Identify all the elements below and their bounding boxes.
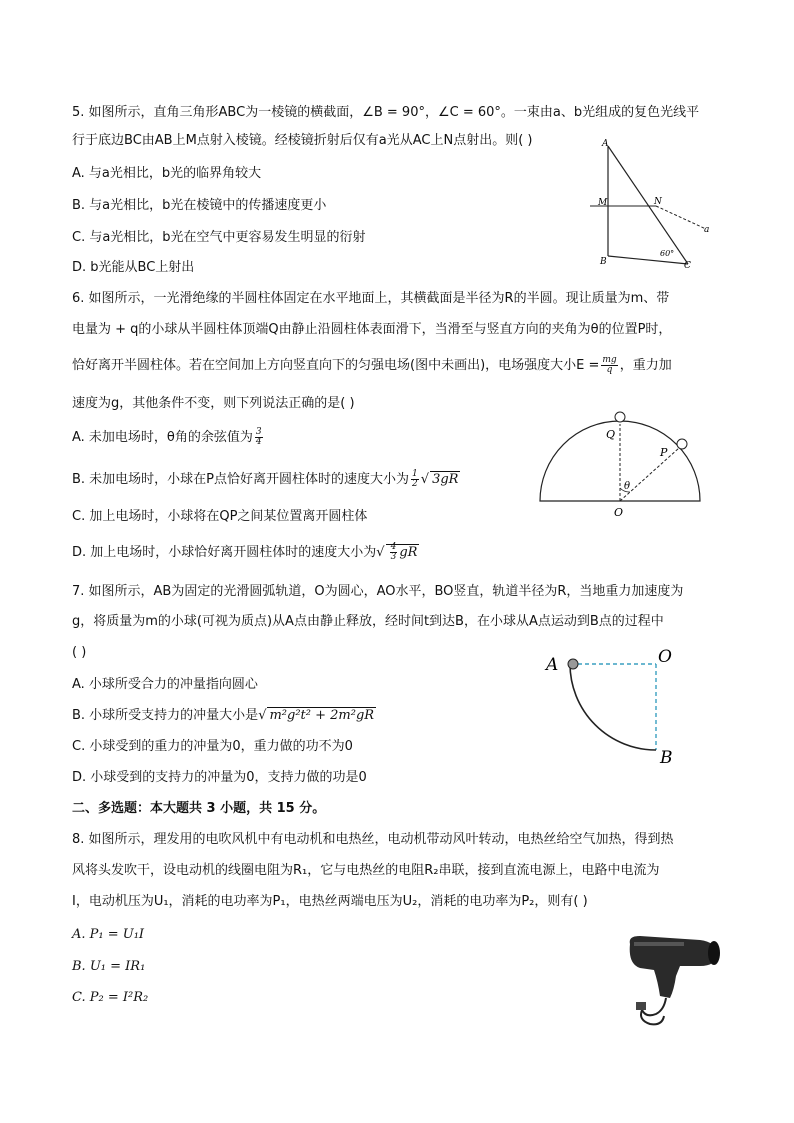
q8-stem-line-1: 8. 如图所示，理发用的电吹风机中有电动机和电热丝，电动机带动风叶转动，电热丝给空气加热，得到热	[72, 832, 674, 847]
q5-option-a: A. 与a光相比，b光的临界角较大	[72, 166, 262, 181]
q8-stem-line-2: 风将头发吹干，设电动机的线圈电阻为R₁，它与电热丝的电阻R₂串联，接到直流电源上，电路中电流为	[72, 863, 660, 878]
q7-option-b: B. 小球所受支持力的冲量大小是√ m²g²t² + 2m²gR	[72, 708, 375, 723]
label-A: A	[602, 139, 609, 149]
q6-stem-line-2: 电量为 + q的小球从半圆柱体顶端Q由静止沿圆柱体表面滑下，当滑至与竖直方向的夹角为θ的位置P时，	[72, 322, 672, 337]
label-theta: θ	[624, 481, 631, 492]
q7-option-a: A. 小球所受合力的冲量指向圆心	[72, 677, 258, 692]
q5-prism-figure	[586, 134, 716, 274]
label-O: O	[658, 647, 672, 667]
q8-option-a: A. P₁ = U₁I	[72, 927, 145, 942]
q7-option-d: D. 小球受到的支持力的冲量为0，支持力做的功是0	[72, 770, 367, 785]
q5-option-c: C. 与a光相比，b光在空气中更容易发生明显的衍射	[72, 230, 366, 245]
q5-stem-line-1: 5. 如图所示，直角三角形ABC为一棱镜的横截面，∠B = 90°，∠C = 60°。一束由a、b光组成的复色光线平	[72, 105, 700, 120]
label-M: M	[598, 198, 608, 208]
q5-stem-line-2: 行于底边BC由AB上M点射入棱镜。经棱镜折射后仅有a光从AC上N点射出。则( )	[72, 133, 533, 148]
q8-option-b: B. U₁ = IR₁	[72, 959, 146, 974]
q6-option-a: A. 未加电场时，θ角的余弦值为 $\frac{3}{4}$	[72, 427, 262, 447]
q7-stem-line-1: 7. 如图所示，AB为固定的光滑圆弧轨道，O为圆心，AO水平，BO竖直，轨道半径为R，当地重力加速度为	[72, 584, 684, 599]
label-B: B	[600, 257, 607, 267]
label-A: A	[546, 655, 559, 675]
label-N: N	[654, 197, 662, 207]
q6-option-b: B. 未加电场时，小球在P点恰好离开圆柱体时的速度大小为 $\frac{1}{2}$ √ 3gR	[72, 469, 459, 489]
q8-stem-line-3: I，电动机压为U₁，消耗的电功率为P₁，电热丝两端电压为U₂，消耗的电功率为P₂，则有( )	[72, 894, 588, 909]
label-P: P	[660, 446, 668, 459]
q8-option-c: C. P₂ = I²R₂	[72, 990, 149, 1005]
label-Q: Q	[606, 428, 616, 441]
q6-option-d: D. 加上电场时，小球恰好离开圆柱体时的速度大小为√ $\frac{4}{3}$ gR	[72, 542, 418, 562]
hair-dryer-image	[620, 930, 730, 1030]
label-C: C	[684, 261, 691, 271]
q5-option-b: B. 与a光相比，b光在棱镜中的传播速度更小	[72, 198, 327, 213]
q6-stem-line-3: 恰好离开半圆柱体。若在空间加上方向竖直向下的匀强电场(图中未画出)，电场强度大小E = $\frac{mg}{q}$ ，重力加	[72, 355, 672, 375]
label-a: a	[704, 225, 710, 235]
q5-option-d: D. b光能从BC上射出	[72, 260, 195, 275]
label-O: O	[614, 506, 624, 519]
q7-option-c: C. 小球受到的重力的冲量为0，重力做的功不为0	[72, 739, 353, 754]
label-angle: 60°	[660, 249, 675, 258]
section-heading: 二、多选题：本大题共 3 小题，共 15 分。	[72, 801, 326, 816]
q7-stem-line-3: ( )	[72, 645, 87, 660]
q6-stem-line-4: 速度为g，其他条件不变，则下列说法正确的是( )	[72, 396, 355, 411]
q6-stem-line-1: 6. 如图所示，一光滑绝缘的半圆柱体固定在水平地面上，其横截面是半径为R的半圆。现让质量为m、带	[72, 291, 670, 306]
q6-semicircle-figure	[536, 410, 706, 520]
label-B: B	[660, 748, 673, 768]
q7-stem-line-2: g，将质量为m的小球(可视为质点)从A点由静止释放，经时间t到达B，在小球从A点运动到B点的过程中	[72, 614, 664, 629]
q7-arc-figure	[540, 645, 690, 770]
q6-option-c: C. 加上电场时，小球将在QP之间某位置离开圆柱体	[72, 509, 368, 524]
